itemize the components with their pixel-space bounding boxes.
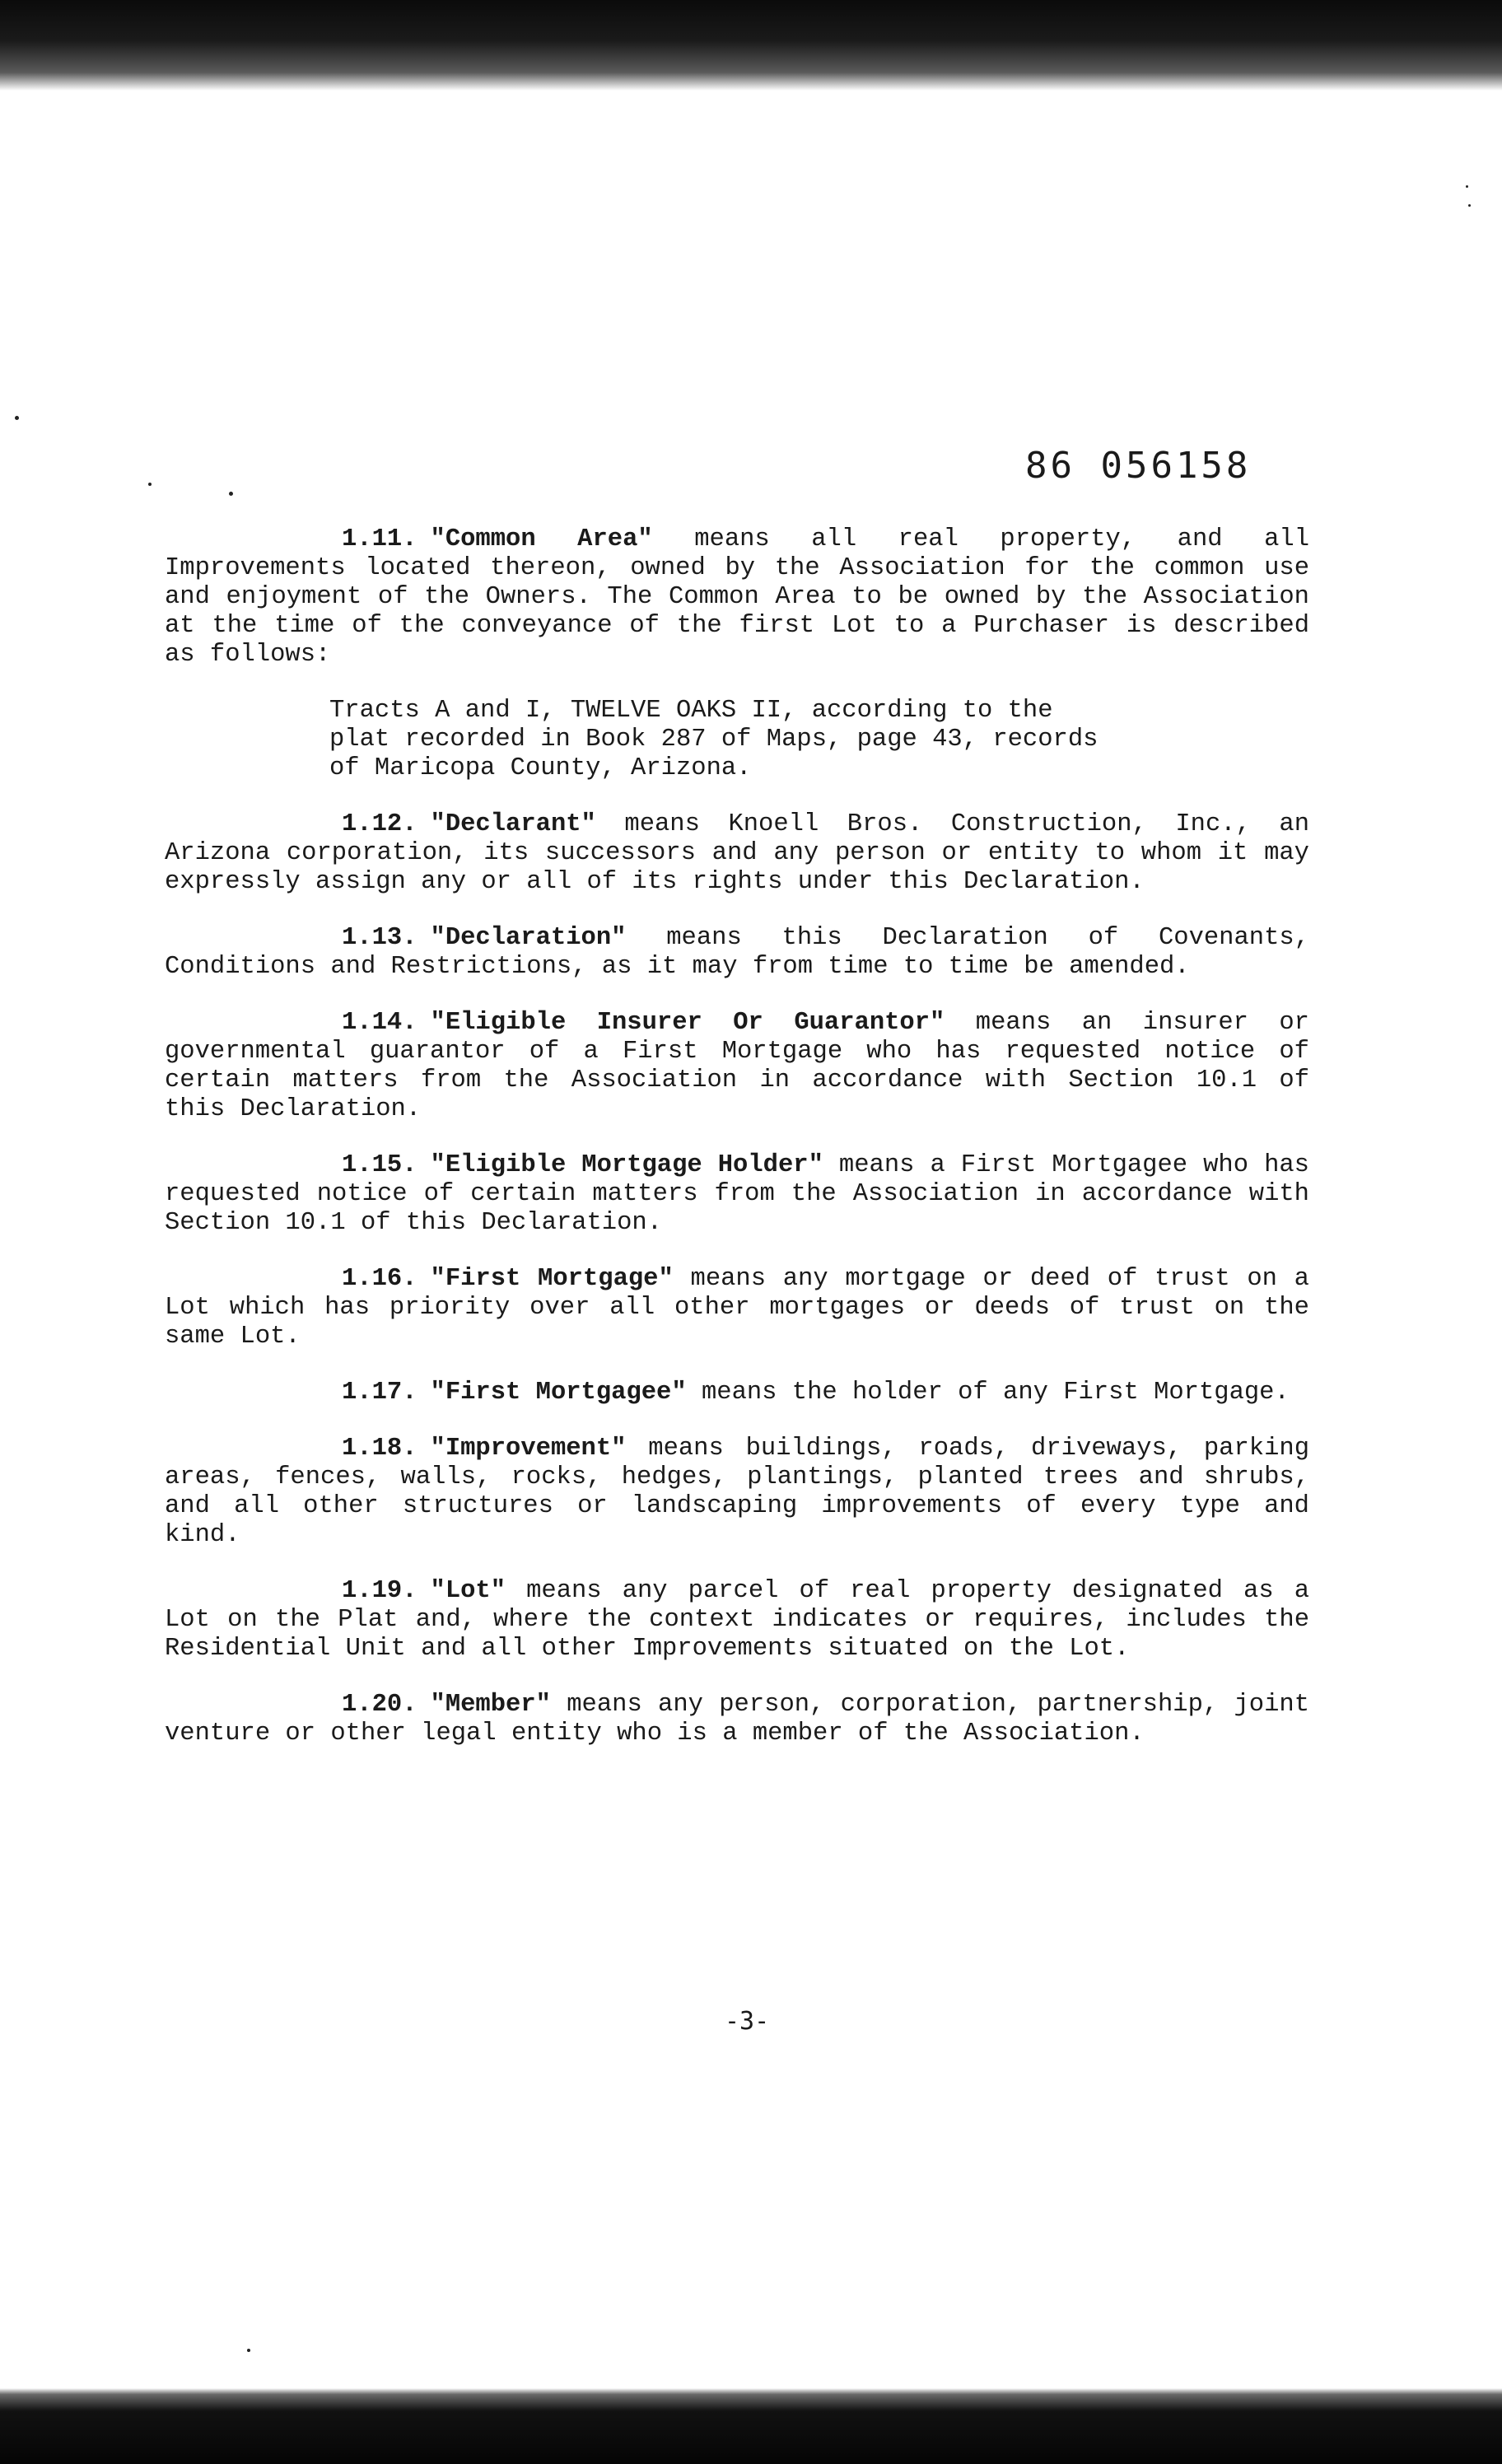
defined-term: "Lot" xyxy=(430,1577,506,1605)
section-text: means a First Mortgagee who has requested notice of certain matters from the Association in accordance with Section 10.1 of this Declaration. xyxy=(165,1151,1309,1237)
section-number: 1.13. xyxy=(342,924,417,952)
section-1-16 xyxy=(165,1265,1309,1351)
defined-term: "Declaration" xyxy=(430,924,627,952)
defined-term: "Member" xyxy=(430,1691,551,1719)
section-text: means this Declaration of Covenants, Conditions and Restrictions, as it may from time to time be amended. xyxy=(165,924,1309,981)
section-number: 1.19. xyxy=(342,1577,417,1605)
section-number: 1.12. xyxy=(342,810,417,838)
section-1-19 xyxy=(165,1577,1309,1664)
page-number: -3- xyxy=(725,2007,770,2036)
section-number: 1.18. xyxy=(342,1435,417,1463)
defined-term: "Eligible Insurer Or Guarantor" xyxy=(430,1009,945,1037)
defined-term: "Improvement" xyxy=(430,1435,627,1463)
scan-speck xyxy=(15,416,19,420)
defined-term: "Common Area" xyxy=(430,525,653,553)
section-number: 1.17. xyxy=(342,1379,417,1407)
section-text: means any person, corporation, partnership, joint venture or other legal entity who is a member of the Association. xyxy=(165,1691,1309,1748)
section-text: means an insurer or governmental guarantor of a First Mortgage who has requested notice of certain matters from the Association in accordance with Section 10.1 of this Declaration. xyxy=(165,1009,1309,1123)
section-text: means buildings, roads, driveways, parking areas, fences, walls, rocks, hedges, plantings, planted trees and shrubs, and all other structures or landscaping improvements of every type and kind. xyxy=(165,1435,1309,1549)
defined-term: "Eligible Mortgage Holder" xyxy=(430,1151,823,1179)
section-1-18 xyxy=(165,1435,1309,1550)
scan-border-top xyxy=(0,0,1502,91)
defined-term: "Declarant" xyxy=(430,810,596,838)
section-number: 1.15. xyxy=(342,1151,417,1179)
section-number: 1.20. xyxy=(342,1691,417,1719)
scan-border-bottom xyxy=(0,2388,1502,2464)
scan-speck xyxy=(247,2349,250,2352)
common-area-description: Tracts A and I, TWELVE OAKS II, according to the plat recorded in Book 287 of Maps, page 43, records of Maricopa County, Arizona. xyxy=(329,697,1099,782)
section-1-15 xyxy=(165,1151,1309,1238)
defined-term: "First Mortgagee" xyxy=(430,1379,687,1407)
defined-term: "First Mortgage" xyxy=(430,1265,674,1293)
section-number: 1.16. xyxy=(342,1265,417,1293)
section-1-11 xyxy=(165,525,1309,670)
section-text: means Knoell Bros. Construction, Inc., an Arizona corporation, its successors and any person or entity to whom it may expressly assign any or all of its rights under this Declaration. xyxy=(165,810,1309,896)
section-1-17 xyxy=(165,1379,1309,1407)
section-1-14 xyxy=(165,1009,1309,1124)
section-text: means any mortgage or deed of trust on a Lot which has priority over all other mortgages or deeds of trust on the same Lot. xyxy=(165,1265,1309,1351)
section-1-12 xyxy=(165,810,1309,897)
section-text: means any parcel of real property designated as a Lot on the Plat and, where the context indicates or requires, includes the Residential Unit and all other Improvements situated on the Lot. xyxy=(165,1577,1309,1663)
document-number: 86 056158 xyxy=(1025,445,1252,487)
section-text: means all real property, and all Improvements located thereon, owned by the Association for the common use and enjoyment of the Owners. The Common Area to be owned by the Association at the time of the conveyance of the first Lot to a Purchaser is described as follows: xyxy=(165,525,1309,669)
section-text: means the holder of any First Mortgage. xyxy=(686,1379,1290,1407)
scan-speck xyxy=(1468,204,1471,207)
scan-speck xyxy=(229,492,233,496)
section-1-13 xyxy=(165,924,1309,982)
scan-speck xyxy=(1466,185,1468,188)
section-number: 1.11. xyxy=(342,525,417,553)
document-body xyxy=(165,525,1309,1776)
scan-speck xyxy=(148,483,152,486)
section-1-20 xyxy=(165,1691,1309,1748)
section-number: 1.14. xyxy=(342,1009,417,1037)
